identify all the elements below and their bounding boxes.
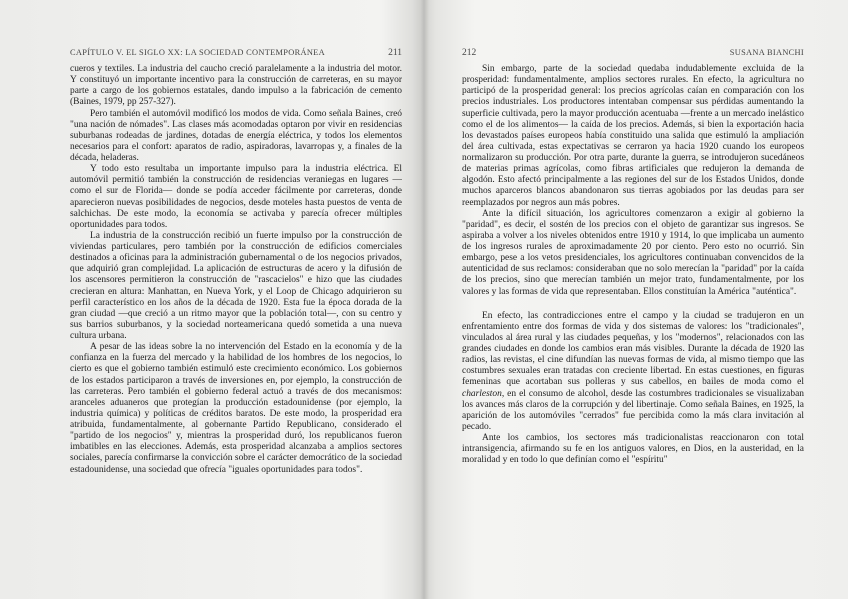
paragraph: cueros y textiles. La industria del caucho creció paralelamente a la industria del motor. Y constituyó un importante incentivo para la construcción de carreteras, en su mayor parte a cargo de los gobiernos estatales, dando impulso a la fabricación de cemento (Baines, 1979, pp 257-327). xyxy=(70,64,402,108)
paragraph: La industria de la construcción recibió un fuerte impulso por la construcción de viviendas particulares, pero también por la construcción de edificios comerciales destinados a oficinas para la administración gubernamental o de los negocios privados, que adquirió gran complejidad. La aplicación de estructuras de acero y la difusión de los ascensores permitieron la construcción de "rascacielos" e hizo que las ciudades crecieran en altura: Manhattan, en Nueva York, y el Loop de Chicago adquirieron su perfil característico en los años de la década de 1920. Esta fue la época dorada de la gran ciudad —que creció a un ritmo mayor que la población total—, con su centro y sus barrios suburbanos, y la sociedad norteamericana quedó sometida a una nueva cultura urbana. xyxy=(70,230,402,341)
right-page-body xyxy=(462,64,804,466)
page-number-left: 211 xyxy=(388,48,402,58)
paragraph: Pero también el automóvil modificó los modos de vida. Como señala Baines, creó "una nación de nómades". Las clases más acomodadas optaron por vivir en residencias suburbanas rodeadas de jardines, dotadas de energía eléctrica, y todos los elementos necesarios para el confort: aparatos de radio, aspiradoras, lavarropas y, a finales de la década, heladeras. xyxy=(70,108,402,163)
right-page xyxy=(424,0,848,599)
paragraph: Ante la difícil situación, los agricultores comenzaron a exigir al gobierno la "paridad", es decir, el sostén de los precios con el objeto de garantizar sus ingresos. Se aspiraba a volver a los niveles obtenidos entre 1910 y 1914, lo que implicaba un aumento de los ingresos rurales de aproximadamente 20 por ciento. Pero esto no ocurrió. Sin embargo, pese a los vetos presidenciales, los agricultores continuaban convencidos de la autenticidad de sus reclamos: consideraban que no solo merecían la "paridad" por la caída de los precios, sino que merecían también un mejor trato, fundamentalmente, por los valores y las formas de vida que representaban. Ellos constituían la América "auténtica". xyxy=(462,208,804,297)
chapter-title: CAPÍTULO V. EL SIGLO XX: LA SOCIEDAD CONTEMPORÁNEA xyxy=(70,48,325,57)
paragraph: Ante los cambios, los sectores más tradicionalistas reaccionaron con total intransigencia, afirmando su fe en los antiguos valores, en Dios, en la austeridad, en la moralidad y en todo lo que definían como el "espíritu" xyxy=(462,433,804,466)
paragraph: Sin embargo, parte de la sociedad quedaba indudablemente excluida de la prosperidad: fundamentalmente, amplios sectores rurales. En efecto, la agricultura no participó de la prosperidad general: los precios agrícolas caían en comparación con los precios industriales. Los productores intentaban compensar sus pérdidas aumentando la superficie cultivada, pero la mayor producción acentuaba —frente a un mercado inelástico como el de los alimentos— la caída de los precios. Además, si bien la exportación hacia los devastados países europeos había constituido una salida que estimuló la ampliación del área cultivada, estas expectativas se cerraron ya hacia 1920 cuando los europeos normalizaron su producción. Por otra parte, durante la guerra, se introdujeron sucedáneos de materias primas agrícolas, como fibras artificiales que redujeron la demanda de algodón. Esto afectó principalmente a las regiones del sur de los Estados Unidos, donde muchos aparceros blancos abandonaron sus tierras agobiados por las deudas para ser reemplazados por negros aun más pobres. xyxy=(462,64,804,208)
author-name: SUSANA BIANCHI xyxy=(729,48,804,57)
right-running-header xyxy=(462,48,804,58)
paragraph: Y todo esto resultaba un importante impulso para la industria eléctrica. El automóvil permitió también la construcción de residencias veraniegas en lugares —como el sur de Florida— donde se podía acceder fácilmente por carreteras, donde aparecieron nuevas posibilidades de negocios, desde moteles hasta puestos de venta de salchichas. De este modo, la economía se activaba y parecía ofrecer múltiples oportunidades para todos. xyxy=(70,164,402,230)
paragraph: En efecto, las contradicciones entre el campo y la ciudad se tradujeron en un enfrentamiento entre dos formas de vida y dos sistemas de valores: los "tradicionales", vinculados al área rural y las ciudades pequeñas, y los "modernos", relacionados con las grandes ciudades en donde los cambios eran más visibles. Durante la década de 1920 las radios, las revistas, el cine difundían las nuevas formas de vida, al mismo tiempo que las costumbres sexuales eran tratadas con creciente libertad. En estas cuestiones, en figuras femeninas que acortaban sus polleras y sus cabellos, en bailes de moda como el charleston, en el consumo de alcohol, desde las costumbres tradicionales se visualizaban los avances más claros de la corrupción y del libertinaje. Como señala Baines, en 1925, la aparición de los automóviles "cerrados" fue percibida como la más clara invitación al pecado. xyxy=(462,310,804,432)
left-page-body xyxy=(70,64,402,476)
left-running-header xyxy=(70,48,402,58)
italic-term: charleston xyxy=(462,388,502,399)
page-number-right: 212 xyxy=(462,48,477,58)
paragraph: A pesar de las ideas sobre la no intervención del Estado en la economía y de la confianza en la fuerza del mercado y la habilidad de los hombres de los negocios, lo cierto es que el gobierno también estimuló este crecimiento económico. Los gobiernos de los estados participaron a través de inversiones en, por ejemplo, la construcción de las carreteras. Pero también el gobierno federal actuó a través de dos mecanismos: aranceles aduaneros que protegían la producción estadounidense (por ejemplo, la industria química) y políticas de créditos baratos. De este modo, la prosperidad era atribuida, fundamentalmente, al gobernante Partido Republicano, considerado el "partido de los negocios" y, mientras la prosperidad duró, los republicanos fueron imbatibles en las elecciones. Además, esta prosperidad alcanzaba a amplios sectores sociales, parecía confirmarse la convicción sobre el carácter democrático de la sociedad estadounidense, una sociedad que ofrecía "iguales oportunidades para todos". xyxy=(70,342,402,475)
